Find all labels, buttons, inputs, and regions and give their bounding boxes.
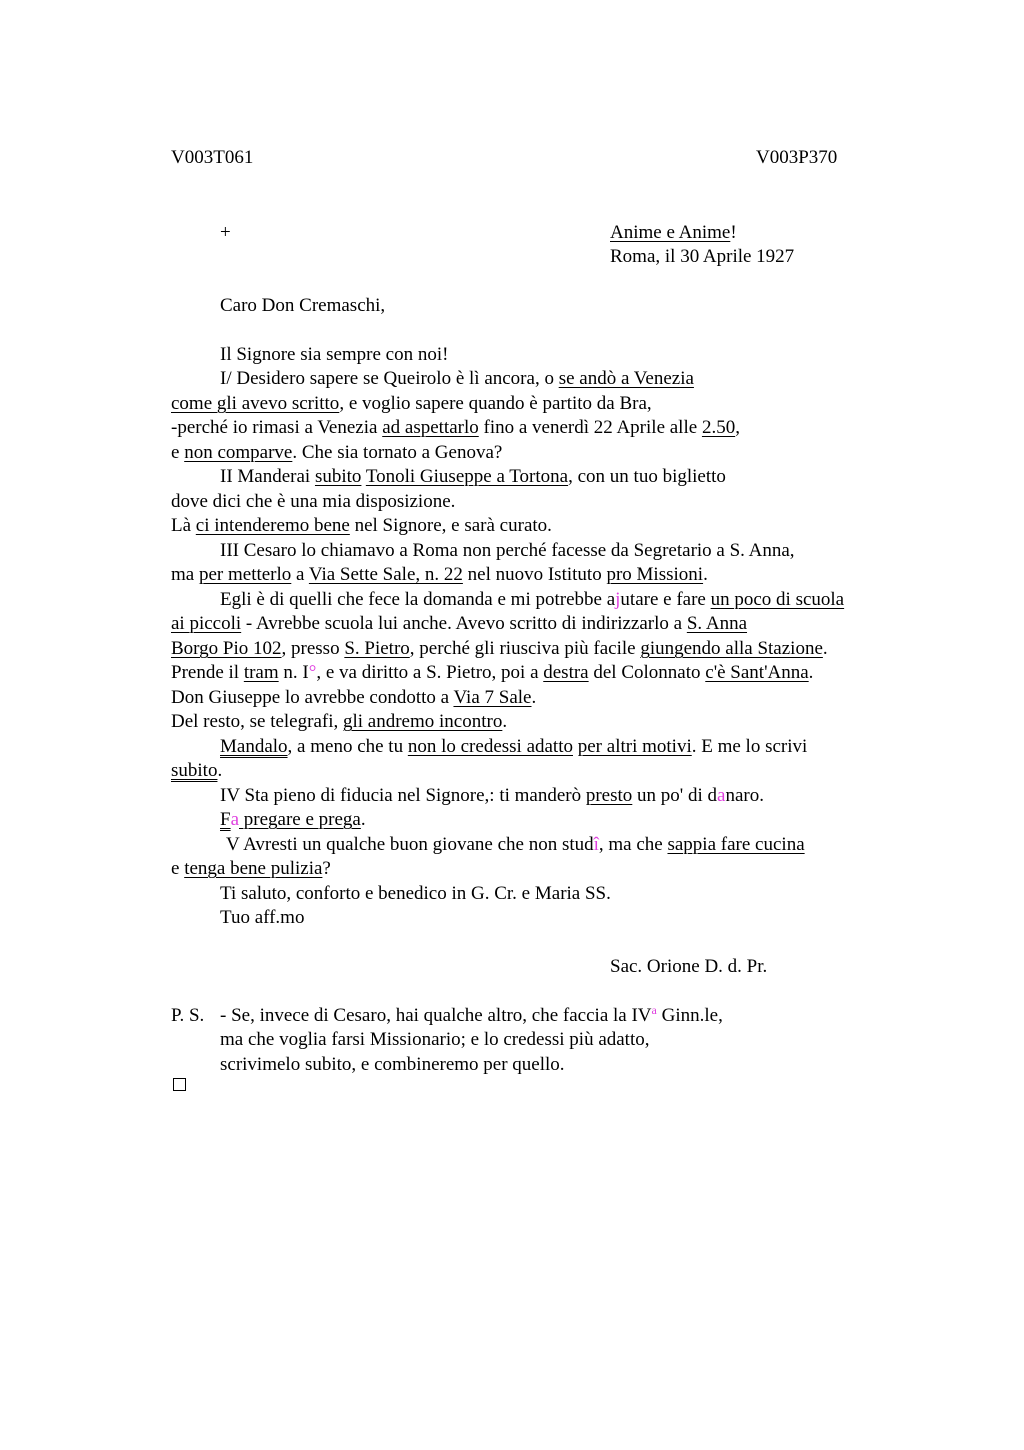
p1-line3: -perché io rimasi a Venezia ad aspettarlo fino a venerdì 22 Aprile alle 2.50, [171,417,740,438]
p5-line2: e tenga bene pulizia? [171,858,331,879]
p3-line4: ai piccoli - Avrebbe scuola lui anche. Avevo scritto di indirizzarlo a S. Anna [171,613,748,634]
ps-label: P. S. [171,1005,205,1026]
dateline: Roma, il 30 Aprile 1927 [610,246,795,267]
cross-mark: + [220,222,231,243]
p2-line1: II Manderai subito Tonoli Giuseppe a Tortona, con un tuo biglietto [220,466,726,487]
p2-line3: Là ci intenderemo bene nel Signore, e sarà curato. [171,515,552,536]
p3-line7: Don Giuseppe lo avrebbe condotto a Via 7 Sale. [171,687,537,708]
closing-aff: Tuo aff.mo [220,907,305,928]
blessing: Il Signore sia sempre con noi! [220,344,449,365]
p3-line10: subito. [171,760,223,781]
p5-line1: V Avresti un qualche buon giovane che non studî, ma che sappia fare cucina [226,834,805,855]
ps-line1: - Se, invece di Cesaro, hai qualche altro, che faccia la $IV^a$ Ginn.le, [220,1003,723,1026]
p1-line2: come gli avevo scritto, e voglio sapere quando è partito da Bra, [171,393,652,414]
left-code: V003T061 [171,147,254,168]
closing-salute: Ti saluto, conforto e benedico in G. Cr. e Maria SS. [220,883,611,904]
motto-text: Anime e Anime [610,222,731,243]
ps-line2: ma che voglia farsi Missionario; e lo credessi più adatto, [220,1029,650,1050]
p3-line3: Egli è di quelli che fece la domanda e mi potrebbe ajutare e fare un poco di scuola [220,589,845,610]
motto: Anime e Anime! [610,222,737,243]
ps-line3: scrivimelo subito, e combineremo per quello. [220,1054,565,1075]
p3-line6: Prende il tram n. I°, e va diritto a S. Pietro, poi a destra del Colonnato c'è Sant'Anna. [171,662,814,683]
p1-line4: e non comparve. Che sia tornato a Genova? [171,442,503,463]
p4-line1: IV Sta pieno di fiducia nel Signore,: ti manderò presto un po' di danaro. [220,785,764,806]
p3-line9: Mandalo, a meno che tu non lo credessi adatto per altri motivi. E me lo scrivi [220,736,808,757]
p3-line8: Del resto, se telegrafi, gli andremo incontro. [171,711,508,732]
right-code: V003P370 [756,147,838,168]
greeting: Caro Don Cremaschi, [220,295,386,316]
p4-line2: Fa pregare e prega. [220,809,366,830]
p3-line1: III Cesaro lo chiamavo a Roma non perché facesse da Segretario a S. Anna, [220,540,795,561]
p1-line1: I/ Desidero sapere se Queirolo è lì ancora, o se andò a Venezia [220,368,694,389]
signature: Sac. Orione D. d. Pr. [610,956,768,977]
p3-line2: ma per metterlo a Via Sette Sale, n. 22 nel nuovo Istituto pro Missioni. [171,564,708,585]
end-box-icon [173,1078,186,1091]
p3-line5: Borgo Pio 102, presso S. Pietro, perché gli riusciva più facile giungendo alla Stazione. [171,638,828,659]
p2-line2: dove dici che è una mia disposizione. [171,491,456,512]
